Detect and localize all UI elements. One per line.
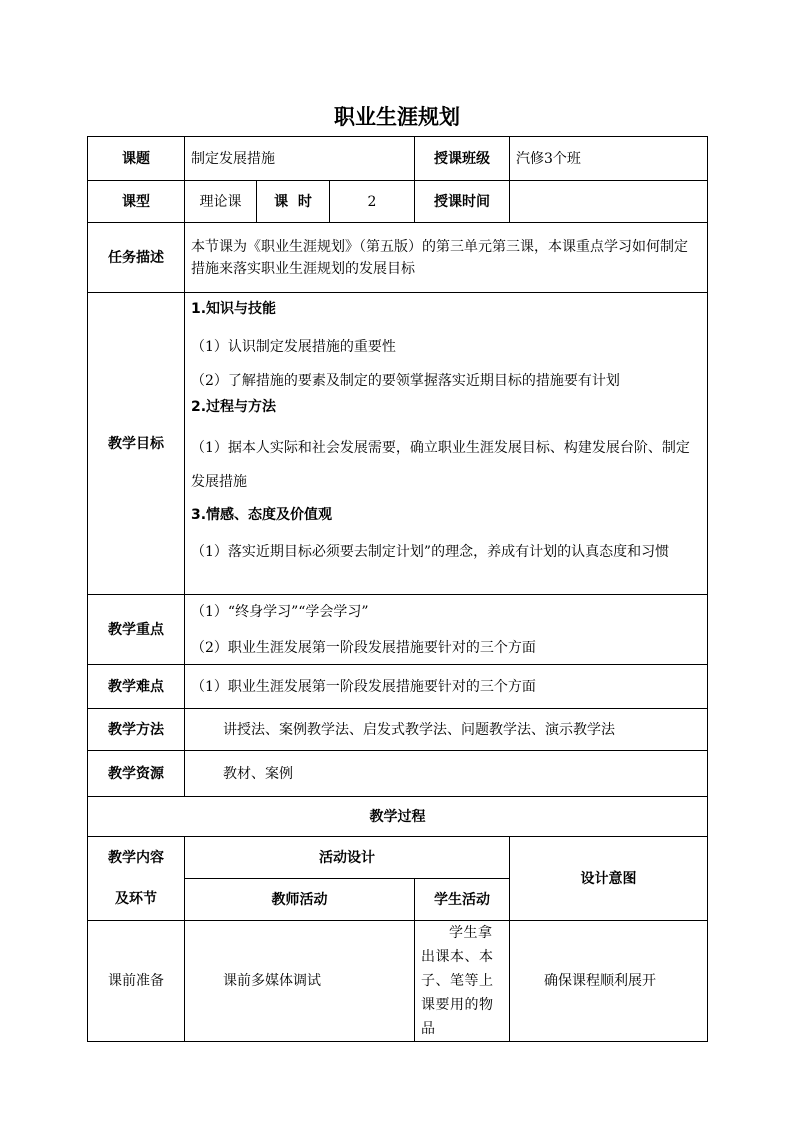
lesson-plan-table	[87, 136, 708, 1042]
document-title: 职业生涯规划	[334, 105, 460, 129]
hours-label: 课 时	[257, 181, 330, 223]
row-goals	[88, 293, 708, 595]
design-intent-text: 确保课程顺利展开	[510, 921, 708, 1042]
task-text: 本节课为《职业生涯规划》（第五版）的第三单元第三课，本课重点学习如何制定措施来落实职业生涯规划的发展目标	[185, 223, 708, 293]
key-points-content	[185, 595, 708, 665]
teacher-activity-header: 教师活动	[185, 879, 415, 921]
hours-value: 2	[330, 181, 415, 223]
difficulties-label: 教学难点	[88, 665, 185, 709]
goal-heading-3: 3.情感、态度及价值观	[191, 507, 333, 523]
row-resources	[88, 751, 708, 797]
time-value	[510, 181, 708, 223]
difficulty-1: （1）职业生涯发展第一阶段发展措施要针对的三个方面	[185, 665, 708, 709]
row-task	[88, 223, 708, 293]
content-header-1: 教学内容	[88, 837, 185, 879]
type-value: 理论课	[185, 181, 257, 223]
row-topic	[88, 137, 708, 181]
row-methods	[88, 709, 708, 751]
row-stage-1	[88, 921, 708, 1042]
teacher-activity-text: 课前多媒体调试	[185, 921, 415, 1042]
topic-label: 课题	[88, 137, 185, 181]
resources-text: 教材、案例	[185, 751, 708, 797]
row-process-heading	[88, 797, 708, 837]
student-activity-header: 学生活动	[415, 879, 510, 921]
task-label: 任务描述	[88, 223, 185, 293]
key-points-label: 教学重点	[88, 595, 185, 665]
class-label: 授课班级	[415, 137, 510, 181]
row-key-points	[88, 595, 708, 665]
topic-value: 制定发展措施	[185, 137, 415, 181]
goal-item-3: （1）据本人实际和社会发展需要，确立职业生涯发展目标、构建发展台阶、制定发展措施	[191, 440, 690, 490]
goal-item-1: （1）认识制定发展措施的重要性	[191, 339, 396, 355]
design-intent-header: 设计意图	[510, 837, 708, 921]
activity-design-header: 活动设计	[185, 837, 510, 879]
goals-content	[185, 293, 708, 595]
goal-item-4: （1）落实近期目标必须要去制定计划”的理念，养成有计划的认真态度和习惯	[191, 544, 670, 560]
key-point-2: （2）职业生涯发展第一阶段发展措施要针对的三个方面	[191, 639, 536, 656]
key-point-1: （1）“终身学习”“学会学习”	[191, 603, 369, 620]
goal-item-2: （2）了解措施的要素及制定的要领掌握落实近期目标的措施要有计划	[191, 373, 620, 389]
class-value: 汽修3个班	[510, 137, 708, 181]
time-label: 授课时间	[415, 181, 510, 223]
process-heading: 教学过程	[88, 797, 708, 837]
methods-text: 讲授法、案例教学法、启发式教学法、问题教学法、演示教学法	[185, 709, 708, 751]
row-type	[88, 181, 708, 223]
stage-name: 课前准备	[88, 921, 185, 1042]
methods-label: 教学方法	[88, 709, 185, 751]
resources-label: 教学资源	[88, 751, 185, 797]
row-process-header-1	[88, 837, 708, 879]
type-label: 课型	[88, 181, 185, 223]
content-header-2: 及环节	[88, 879, 185, 921]
goal-heading-1: 1.知识与技能	[191, 301, 277, 317]
row-difficulties	[88, 665, 708, 709]
student-activity-text: 学生拿出课本、本子、笔等上课要用的物品	[415, 921, 510, 1042]
goals-label: 教学目标	[88, 293, 185, 595]
goal-heading-2: 2.过程与方法	[191, 399, 277, 415]
